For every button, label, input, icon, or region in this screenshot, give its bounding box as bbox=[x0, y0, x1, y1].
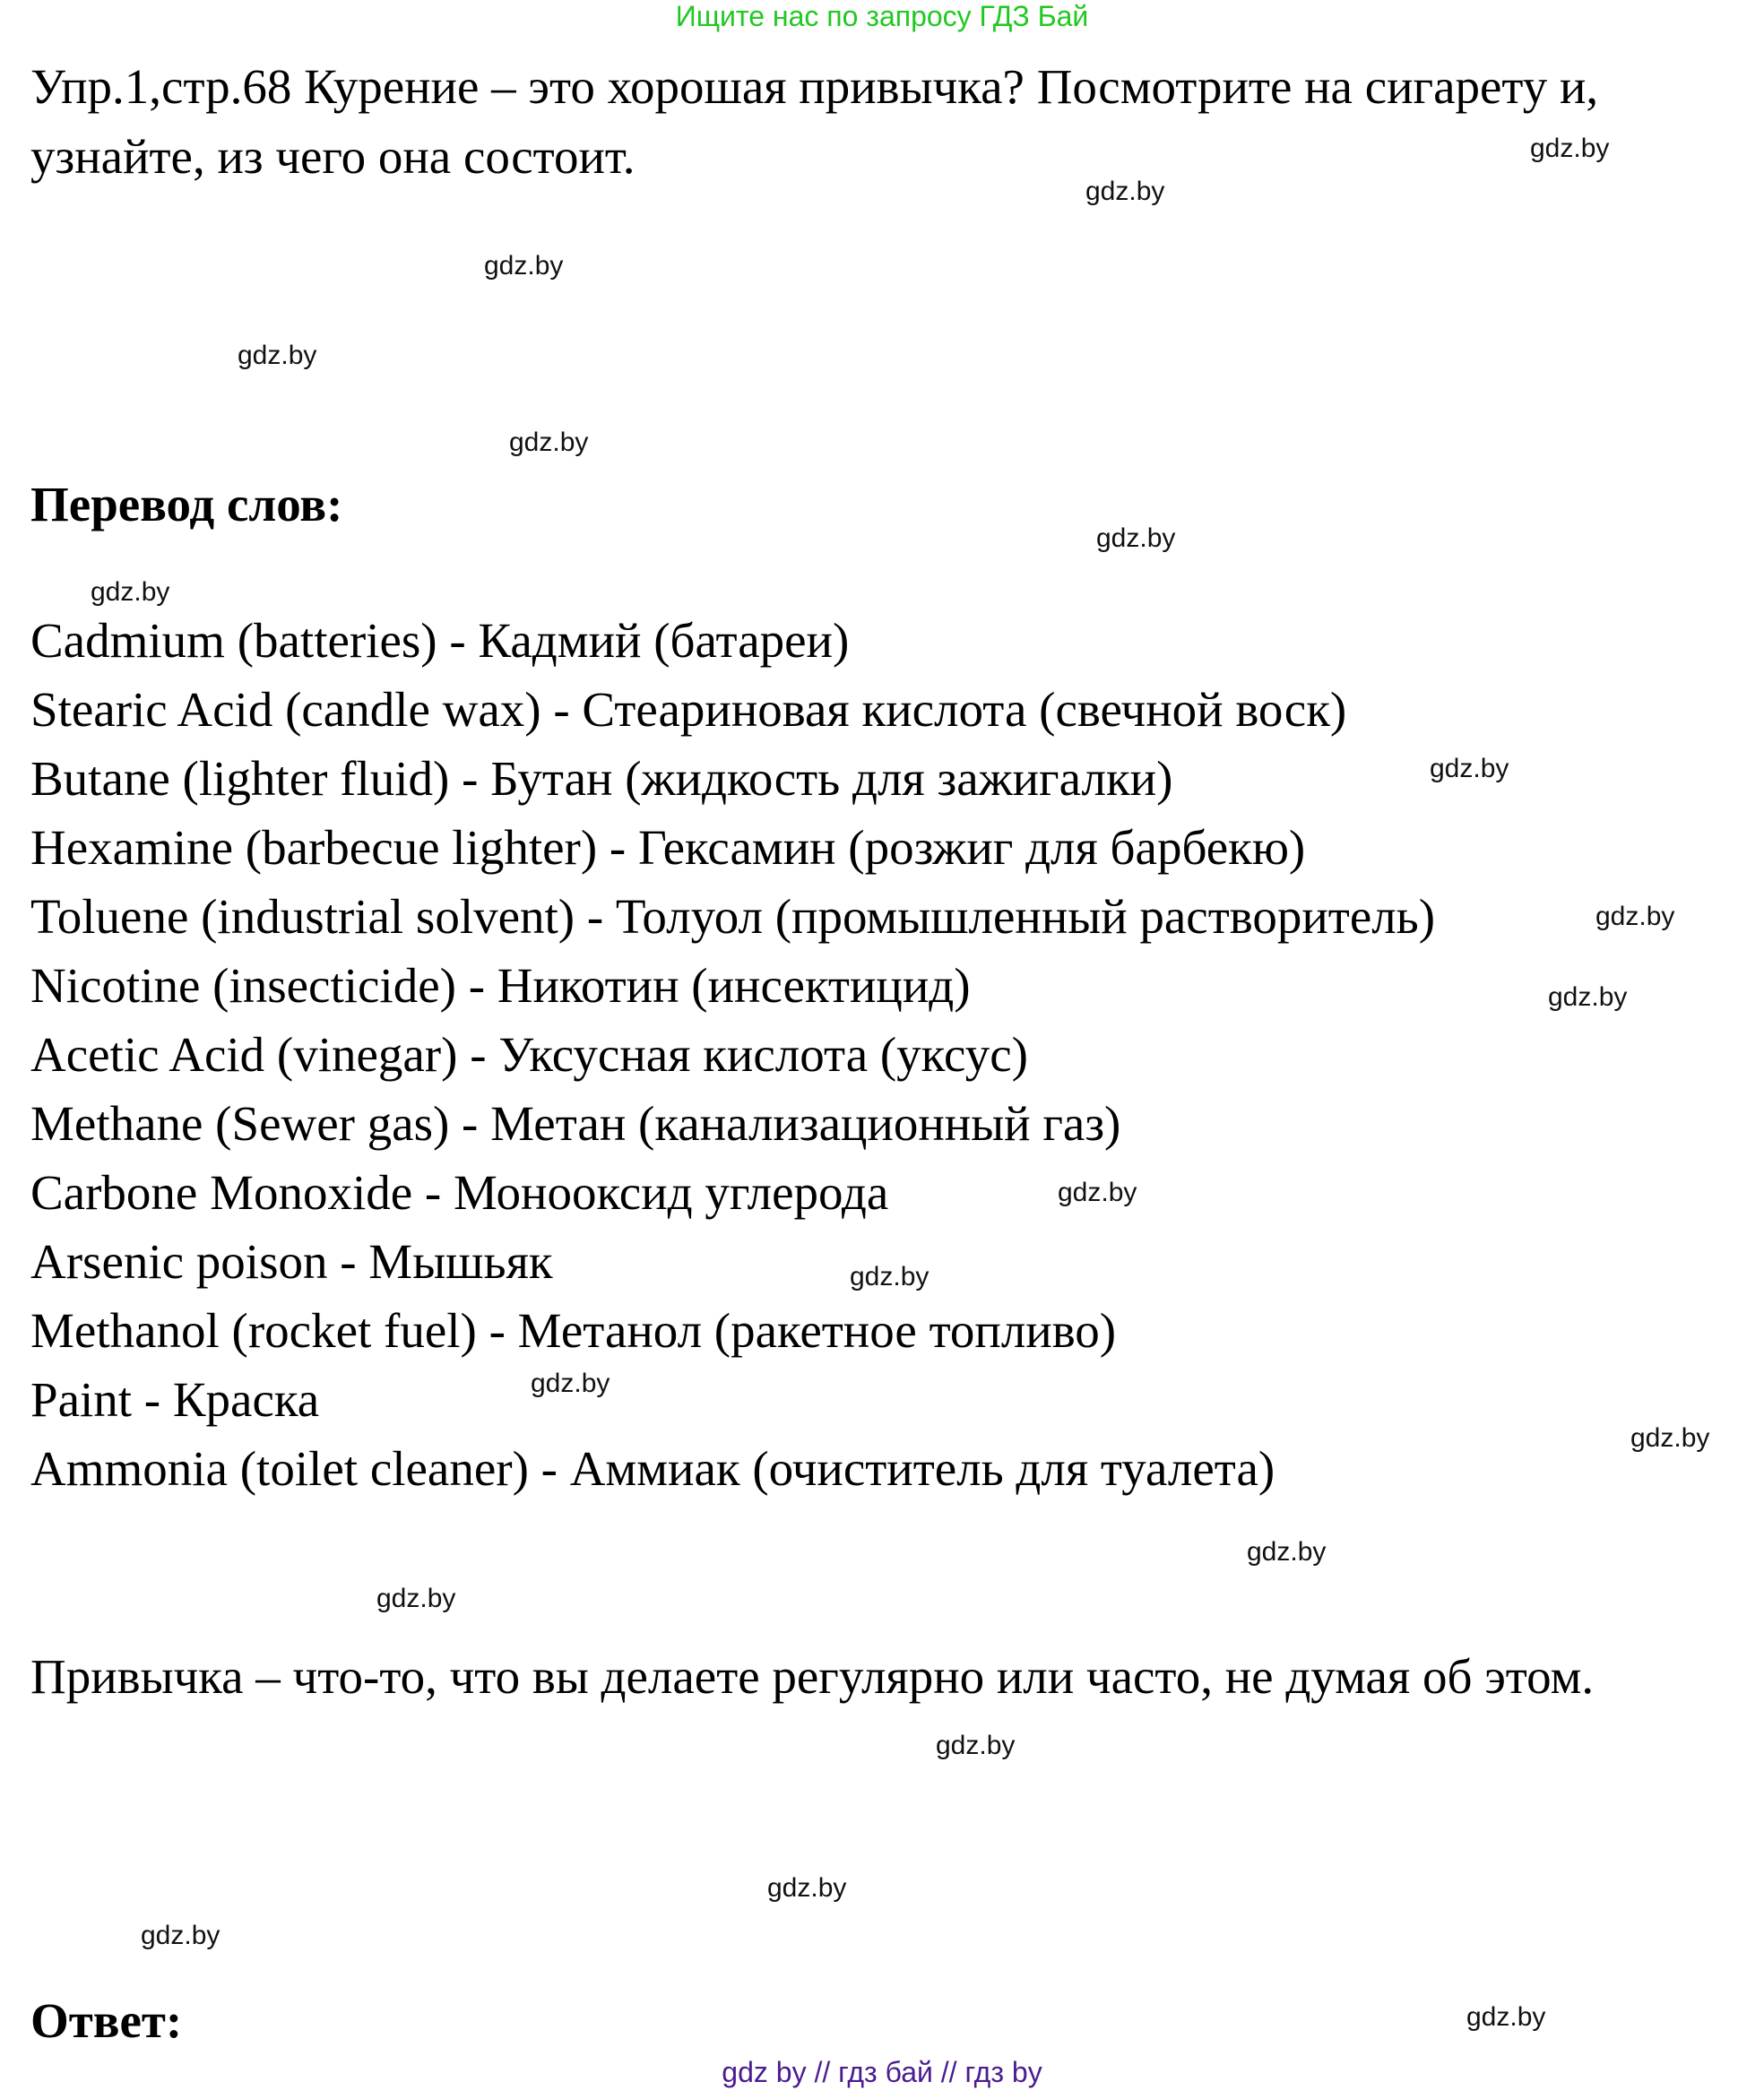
watermark: gdz.by bbox=[1058, 1178, 1137, 1207]
vocab-item: Nicotine (insecticide) - Никотин (инсектицид) bbox=[30, 958, 971, 1013]
watermark: gdz.by bbox=[484, 251, 564, 281]
vocab-item: Arsenic poison - Мышьяк bbox=[30, 1234, 553, 1289]
watermark: gdz.by bbox=[1466, 2002, 1546, 2032]
watermark: gdz.by bbox=[1096, 523, 1176, 553]
vocab-item: Acetic Acid (vinegar) - Уксусная кислота (уксус) bbox=[30, 1027, 1028, 1082]
search-banner: Ищите нас по запросу ГДЗ Бай bbox=[675, 0, 1089, 32]
watermark: gdz.by bbox=[238, 341, 317, 370]
watermark: gdz.by bbox=[376, 1584, 456, 1613]
vocab-heading-text: Перевод слов: bbox=[30, 477, 343, 531]
vocab-item: Ammonia (toilet cleaner) - Аммиак (очиститель для туалета) bbox=[30, 1441, 1275, 1496]
answer-heading bbox=[30, 1990, 182, 2052]
vocab-item: Toluene (industrial solvent) - Толуол (промышленный растворитель) bbox=[30, 889, 1436, 944]
watermark: gdz.by bbox=[850, 1262, 930, 1291]
vocab-item: Methane (Sewer gas) - Метан (канализационный газ) bbox=[30, 1096, 1121, 1151]
habit-definition: Привычка – что-то, что вы делаете регулярно или часто, не думая об этом. bbox=[30, 1649, 1595, 1704]
footer-links[interactable]: gdz by // гдз бай // гдз by bbox=[722, 2056, 1042, 2088]
vocab-item: Methanol (rocket fuel) - Метанол (ракетное топливо) bbox=[30, 1303, 1117, 1358]
exercise-title-line2: узнайте, из чего она состоит. bbox=[30, 129, 636, 184]
watermark: gdz.by bbox=[1430, 754, 1509, 783]
watermark: gdz.by bbox=[1548, 982, 1628, 1012]
vocab-item: Cadmium (batteries) - Кадмий (батареи) bbox=[30, 613, 850, 668]
watermark: gdz.by bbox=[509, 428, 589, 457]
watermark: gdz.by bbox=[1630, 1423, 1710, 1453]
watermark: gdz.by bbox=[141, 1921, 220, 1950]
watermark: gdz.by bbox=[91, 577, 170, 607]
exercise-title-line1: Упр.1,стр.68 Курение – это хорошая привычка? Посмотрите на сигарету и, bbox=[30, 59, 1599, 114]
watermark: gdz.by bbox=[531, 1369, 610, 1398]
vocab-item: Paint - Краска bbox=[30, 1372, 320, 1427]
vocab-item: Hexamine (barbecue lighter) - Гексамин (розжиг для барбекю) bbox=[30, 820, 1306, 875]
vocab-item: Stearic Acid (candle wax) - Стеариновая кислота (свечной воск) bbox=[30, 682, 1347, 737]
vocab-heading bbox=[30, 473, 342, 536]
watermark: gdz.by bbox=[1247, 1537, 1327, 1567]
watermark: gdz.by bbox=[936, 1731, 1016, 1760]
watermark: gdz.by bbox=[767, 1873, 847, 1903]
answer-heading-text: Ответ: bbox=[30, 1993, 183, 2048]
vocab-item: Butane (lighter fluid) - Бутан (жидкость для зажигалки) bbox=[30, 751, 1173, 806]
watermark: gdz.by bbox=[1530, 134, 1610, 163]
watermark: gdz.by bbox=[1085, 177, 1165, 206]
watermark: gdz.by bbox=[1595, 902, 1675, 931]
vocab-item: Carbone Monoxide - Монооксид углерода bbox=[30, 1165, 889, 1220]
